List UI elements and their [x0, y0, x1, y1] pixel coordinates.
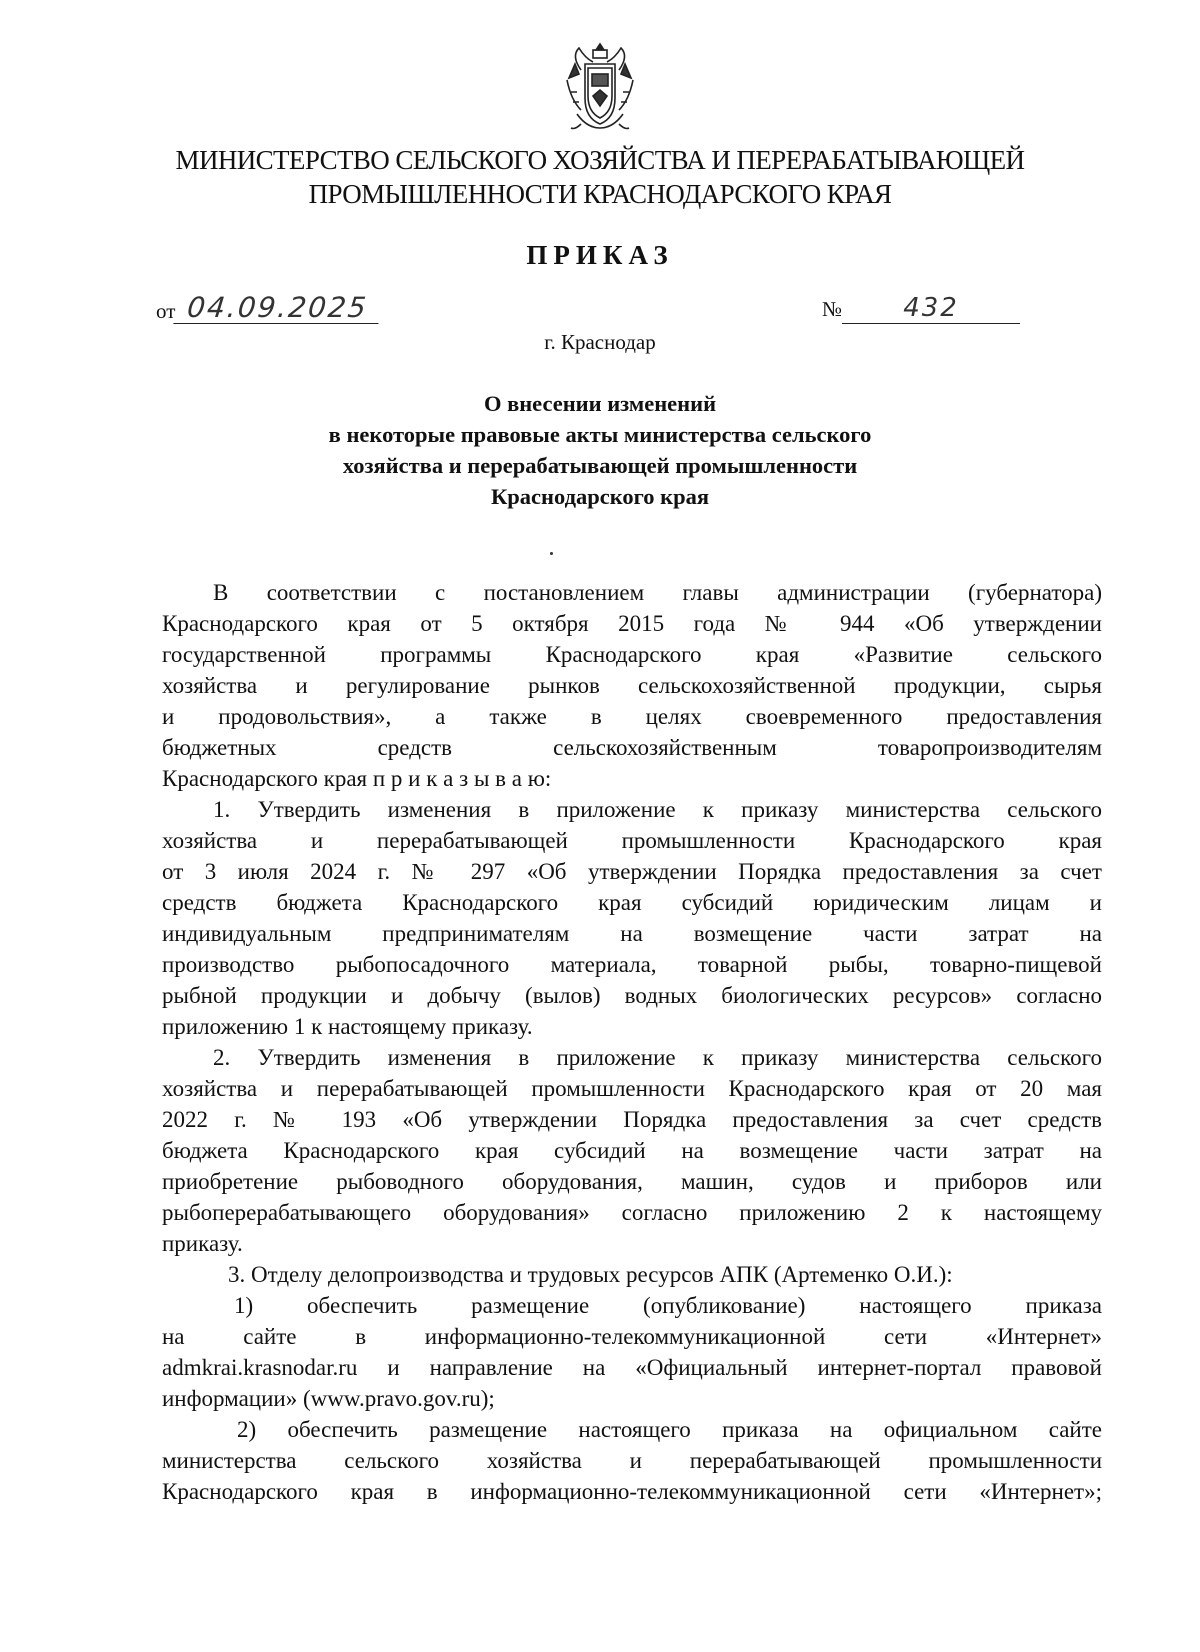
ministry-name	[100, 143, 1100, 211]
preamble-line: государственной программы Краснодарского края «Развитие сельского	[162, 642, 1102, 667]
preamble-line: Краснодарского края п р и к а з ы в а ю:	[162, 766, 552, 791]
subclause-1-line: информации» (www.pravo.gov.ru);	[162, 1386, 495, 1411]
order-body	[162, 577, 1102, 1507]
clause-2-line: бюджета Краснодарского края субсидий на возмещение части затрат на	[162, 1138, 1102, 1163]
preamble-line: бюджетных средств сельскохозяйственным товаропроизводителям	[162, 735, 1102, 760]
subject-line: хозяйства и перерабатывающей промышленности	[342, 453, 858, 478]
stray-dot	[550, 552, 553, 555]
clause-1-line: производство рыбопосадочного материала, товарной рыбы, товарно-пищевой	[162, 952, 1102, 977]
preamble-line: хозяйства и регулирование рынков сельскохозяйственной продукции, сырья	[162, 673, 1102, 698]
clause-2-line: приобретение рыбоводного оборудования, машин, судов и приборов или	[162, 1169, 1102, 1194]
coat-of-arms-icon	[555, 40, 645, 140]
ministry-name-line-2: ПРОМЫШЛЕННОСТИ КРАСНОДАРСКОГО КРАЯ	[308, 179, 892, 209]
clause-1-line: от 3 июля 2024 г. № 297 «Об утверждении Порядка предоставления за счет	[162, 859, 1102, 884]
clause-1-line: 1. Утвердить изменения в приложение к приказу министерства сельского	[213, 797, 1102, 822]
subclause-1-line: на сайте в информационно-телекоммуникационной сети «Интернет»	[162, 1324, 1102, 1349]
clause-1-line: приложению 1 к настоящему приказу.	[162, 1014, 533, 1039]
subclause-1-line: admkrai.krasnodar.ru и направление на «Официальный интернет-портал правовой	[162, 1355, 1102, 1380]
clause-2-line: 2022 г. № 193 «Об утверждении Порядка предоставления за счет средств	[162, 1107, 1102, 1132]
clause-1-line: хозяйства и перерабатывающей промышленности Краснодарского края	[162, 828, 1102, 853]
preamble-line: В соответствии с постановлением главы администрации (губернатора)	[213, 580, 1102, 605]
subclause-2-line: министерства сельского хозяйства и перерабатывающей промышленности	[162, 1448, 1102, 1473]
ministry-name-line-1: МИНИСТЕРСТВО СЕЛЬСКОГО ХОЗЯЙСТВА И ПЕРЕРАБАТЫВАЮЩЕЙ	[175, 145, 1025, 175]
clause-1-line: рыбной продукции и добычу (вылов) водных биологических ресурсов» согласно	[162, 983, 1102, 1008]
document-type-title: ПРИКАЗ	[526, 240, 674, 270]
date-line	[156, 293, 380, 324]
subject-line: Краснодарского края	[490, 484, 710, 509]
clause-2-line: хозяйства и перерабатывающей промышленности Краснодарского края от 20 мая	[162, 1076, 1102, 1101]
number-line	[822, 293, 1020, 324]
clause-2-line: 2. Утвердить изменения в приложение к приказу министерства сельского	[213, 1045, 1102, 1070]
clause-1-line: индивидуальным предпринимателям на возмещение части затрат на	[162, 921, 1102, 946]
clause-3-line: 3. Отделу делопроизводства и трудовых ресурсов АПК (Артеменко О.И.):	[228, 1262, 953, 1287]
preamble-line: Краснодарского края от 5 октября 2015 года № 944 «Об утверждении	[162, 611, 1102, 636]
clause-2-line: рыбоперерабатывающего оборудования» согласно приложению 2 к настоящему	[162, 1200, 1102, 1225]
handwritten-date: 04.09.2025	[174, 293, 382, 324]
subclause-2-line: 2) обеспечить размещение настоящего приказа на официальном сайте	[237, 1417, 1102, 1442]
subject-line: в некоторые правовые акты министерства сельского	[328, 422, 872, 447]
subject-line: О внесении изменений	[483, 391, 717, 416]
clause-2-line: приказу.	[162, 1231, 243, 1256]
handwritten-number: 432	[842, 293, 1020, 324]
date-label: от	[156, 299, 176, 323]
preamble-line: и продовольствия», а также в целях своевременного предоставления	[162, 704, 1102, 729]
clause-1-line: средств бюджета Краснодарского края субсидий юридическим лицам и	[162, 890, 1102, 915]
subclause-2-line: Краснодарского края в информационно-телекоммуникационной сети «Интернет»;	[162, 1479, 1102, 1504]
city-name: г. Краснодар	[544, 330, 656, 354]
number-label: №	[822, 297, 843, 321]
order-subject	[100, 388, 1100, 512]
subclause-1-line: 1) обеспечить размещение (опубликование) настоящего приказа	[234, 1293, 1102, 1318]
